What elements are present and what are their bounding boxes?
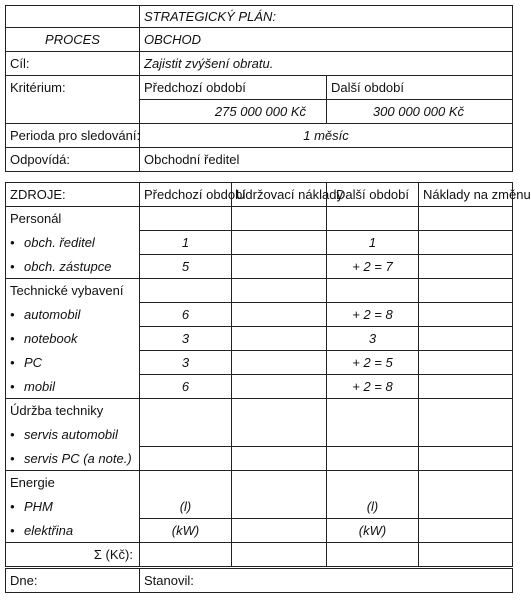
kriterium-label: Kritérium:	[6, 76, 140, 124]
resources-header-row	[6, 183, 513, 207]
cil-label: Cíl:	[6, 52, 140, 76]
odpovida-label: Odpovídá:	[6, 148, 140, 172]
item-next	[327, 447, 419, 471]
group-row	[6, 471, 513, 495]
table-row	[6, 351, 513, 375]
item-prev: (kW)	[140, 519, 232, 543]
table-row	[6, 447, 513, 471]
item-prev: 5	[140, 255, 232, 279]
bullet-icon: •	[10, 258, 15, 274]
perioda-label: Perioda pro sledování:	[6, 124, 140, 148]
plan-title: STRATEGICKÝ PLÁN:	[140, 6, 513, 28]
col-maintenance: Udržovací náklady	[232, 183, 327, 207]
item-name: servis automobil	[24, 427, 118, 442]
group-title: Údržba techniky	[6, 399, 140, 423]
col-next: Další období	[327, 183, 419, 207]
proces-label: PROCES	[6, 28, 140, 52]
table-row	[6, 495, 513, 519]
item-name: obch. zástupce	[24, 258, 112, 274]
sum-label: Σ (Kč):	[6, 543, 140, 567]
bullet-icon: •	[10, 331, 15, 346]
plan-footer-table	[5, 568, 513, 593]
item-name: obch. ředitel	[24, 235, 95, 250]
cil-value: Zajistit zvýšení obratu.	[140, 52, 513, 76]
odpovida-value: Obchodní ředitel	[140, 148, 513, 172]
col-zdroje: ZDROJE:	[6, 183, 140, 207]
table-row	[6, 255, 513, 279]
proces-value: OBCHOD	[140, 28, 513, 52]
bullet-icon: •	[10, 378, 15, 394]
col-change-cost: Náklady na změnu	[419, 183, 513, 207]
table-row	[6, 375, 513, 399]
group-title: Personál	[6, 207, 140, 231]
item-next: 1	[327, 231, 419, 255]
item-name: PC	[24, 355, 43, 370]
resources-table	[5, 182, 531, 567]
item-name: mobil	[24, 378, 56, 394]
table-row	[6, 327, 513, 351]
item-next: + 2 = 7	[327, 255, 419, 279]
next-period-value: 300 000 000 Kč	[327, 100, 513, 124]
item-next: 3	[327, 327, 419, 351]
item-name: servis PC (a note.)	[24, 450, 132, 466]
item-name: PHM	[24, 499, 53, 514]
bullet-icon: •	[10, 307, 15, 322]
plan-header-table	[5, 5, 513, 172]
perioda-value: 1 měsíc	[140, 124, 513, 148]
stanovil-label: Stanovil:	[140, 569, 513, 593]
group-title: Energie	[6, 471, 140, 495]
item-name: elektřina	[24, 522, 74, 538]
item-next: + 2 = 8	[327, 375, 419, 399]
item-next: + 2 = 8	[327, 303, 419, 327]
bullet-icon: •	[10, 235, 15, 250]
prev-period-label: Předchozí období	[140, 76, 327, 100]
item-name: automobil	[24, 307, 81, 322]
item-next	[327, 423, 419, 447]
item-prev: 3	[140, 327, 232, 351]
item-next: (kW)	[327, 519, 419, 543]
table-row	[6, 423, 513, 447]
bullet-icon: •	[10, 499, 15, 514]
item-next: + 2 = 5	[327, 351, 419, 375]
table-row	[6, 519, 513, 543]
group-row	[6, 399, 513, 423]
bullet-icon: •	[10, 522, 15, 538]
table-row	[6, 231, 513, 255]
item-prev: 6	[140, 303, 232, 327]
item-prev: 3	[140, 351, 232, 375]
group-row	[6, 279, 513, 303]
item-prev	[140, 447, 232, 471]
item-next: (l)	[327, 495, 419, 519]
bullet-icon: •	[10, 450, 15, 466]
item-prev: 6	[140, 375, 232, 399]
group-title: Technické vybavení	[6, 279, 140, 303]
item-name: notebook	[24, 331, 78, 346]
table-row	[6, 303, 513, 327]
item-prev: 1	[140, 231, 232, 255]
prev-period-value: 275 000 000 Kč	[140, 100, 327, 124]
col-prev: Předchozí období	[140, 183, 232, 207]
next-period-label: Další období	[327, 76, 513, 100]
bullet-icon: •	[10, 355, 15, 370]
sum-row	[6, 543, 513, 567]
group-row	[6, 207, 513, 231]
dne-label: Dne:	[6, 569, 140, 593]
item-prev	[140, 423, 232, 447]
item-prev: (l)	[140, 495, 232, 519]
bullet-icon: •	[10, 427, 15, 442]
